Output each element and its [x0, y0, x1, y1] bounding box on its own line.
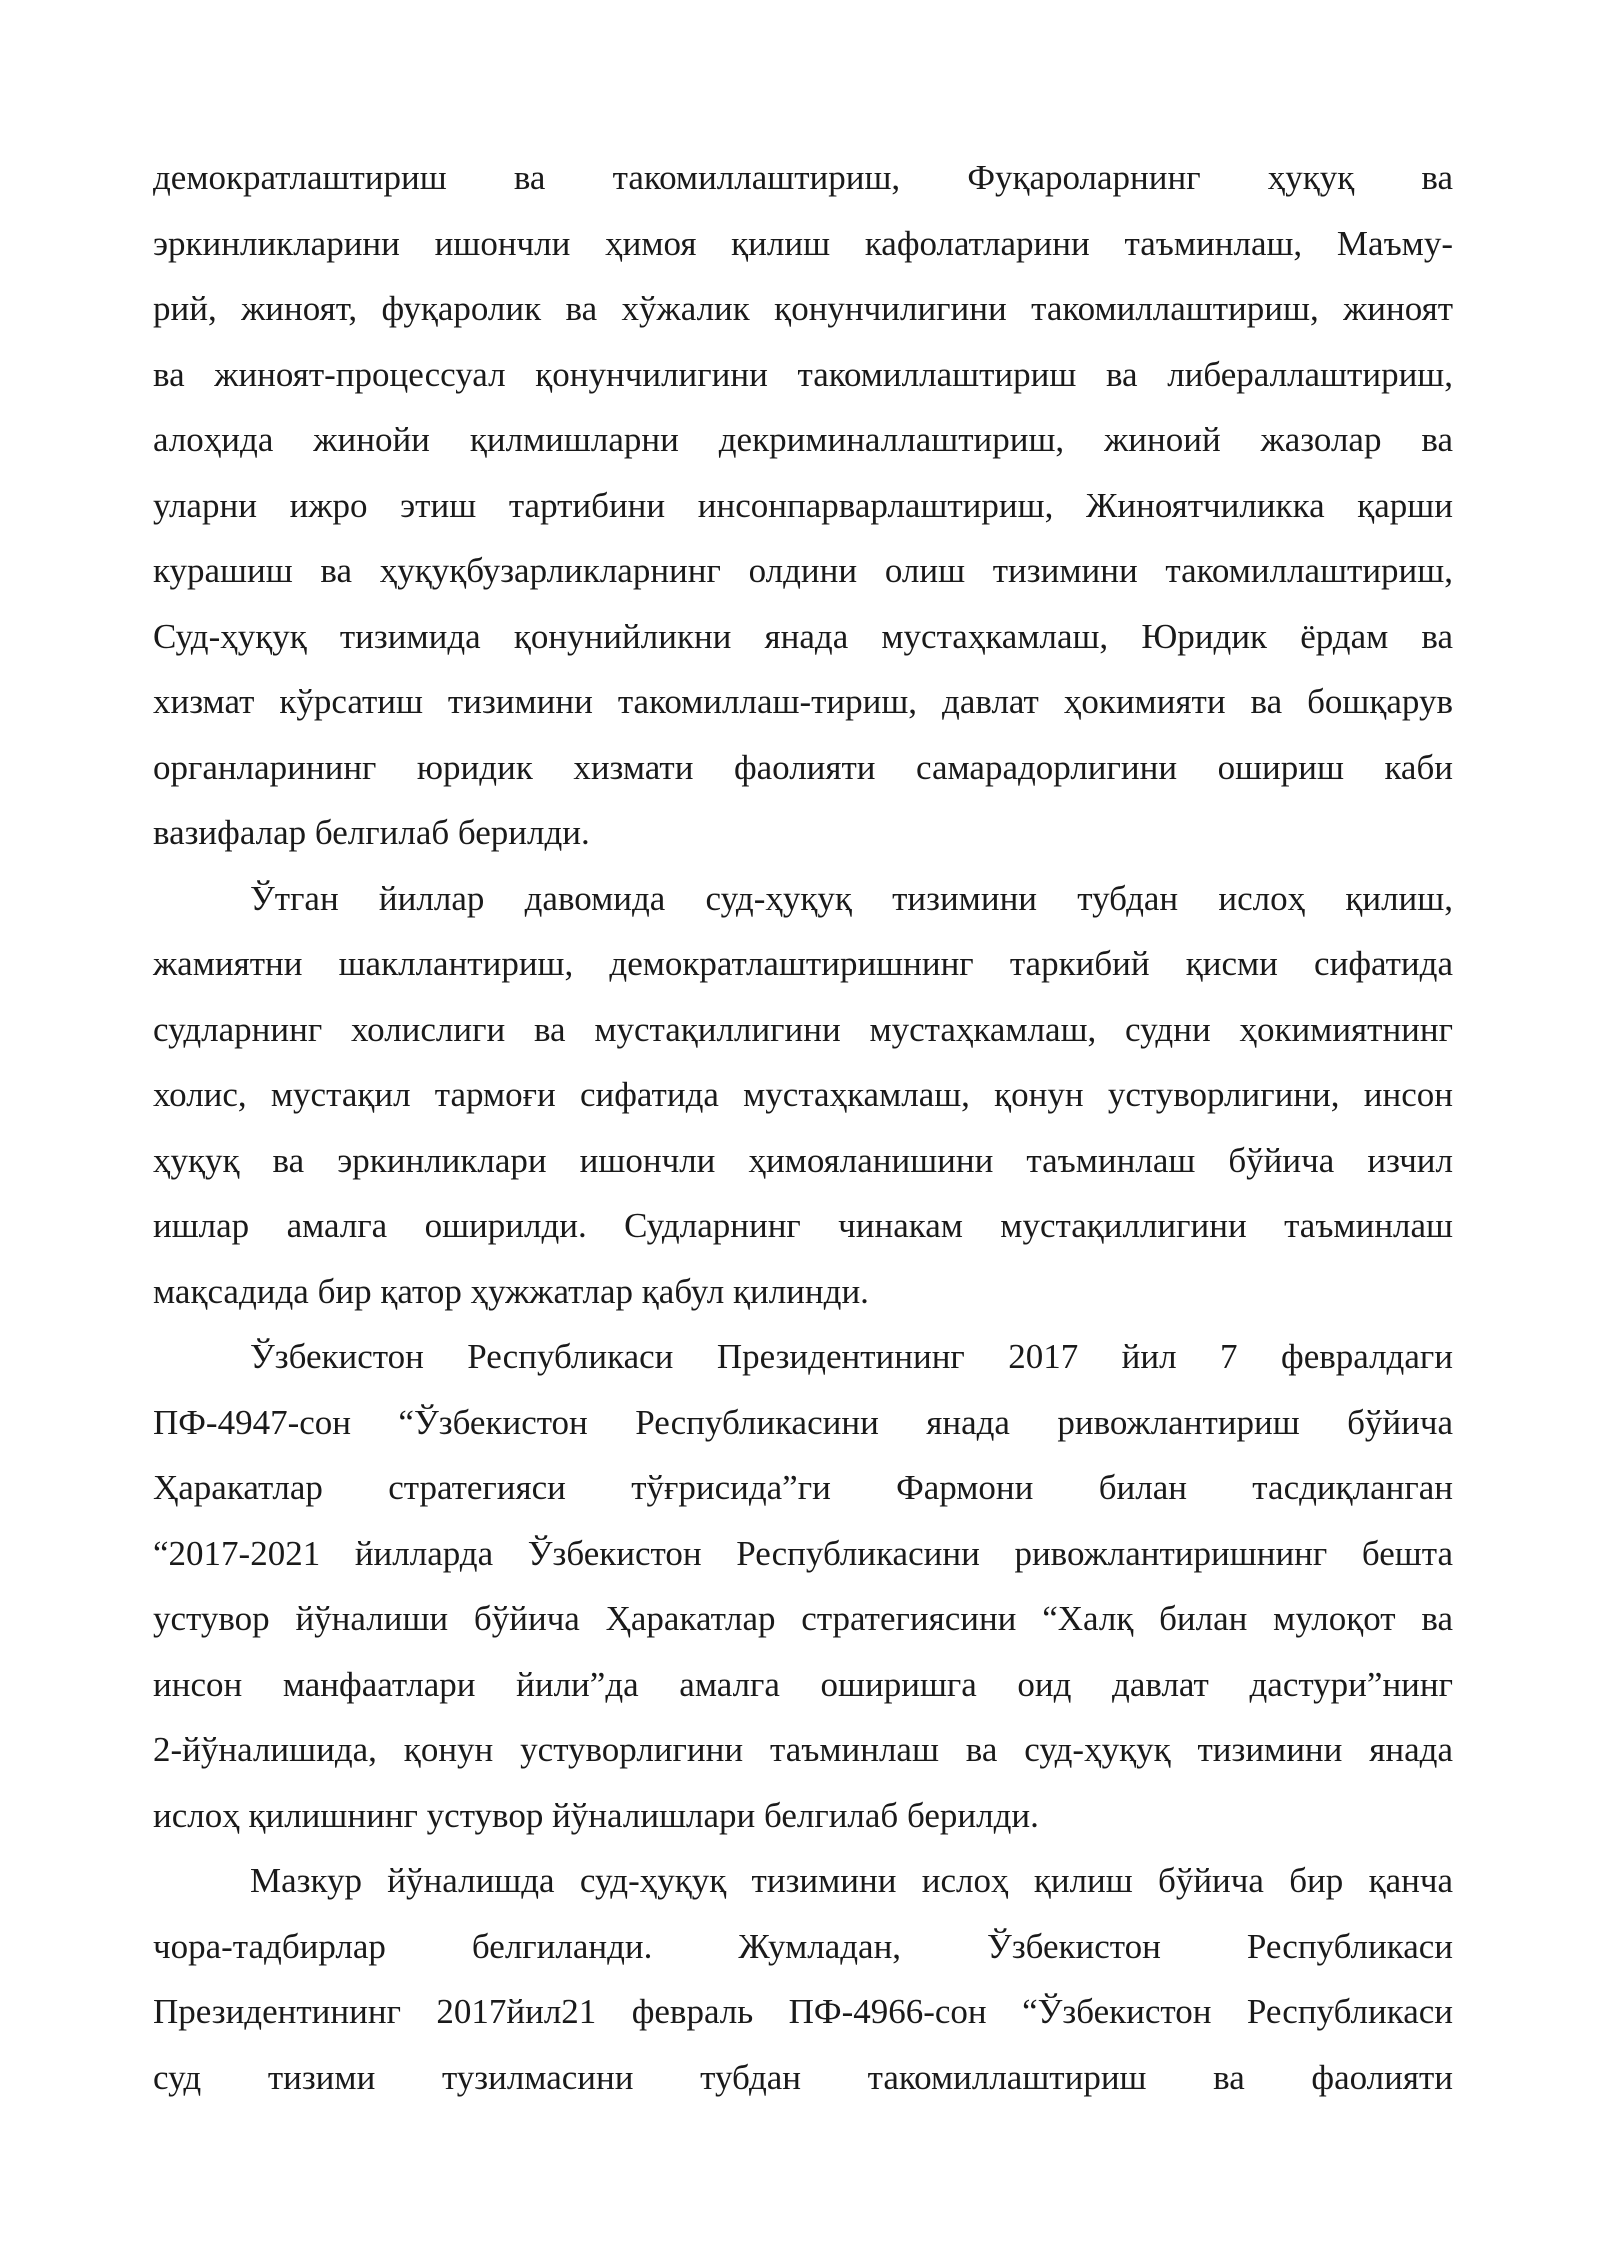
text-line: 2-йўналишида, қонун устуворлигини таъминлаш ва суд-ҳуқуқ тизимини янада [153, 1730, 1453, 1769]
text-line: эркинликларини ишончли ҳимоя қилиш кафолатларини таъминлаш, Маъму- [153, 223, 1453, 263]
text-line: Суд-ҳуқуқ тизимида қонунийликни янада мустаҳкамлаш, Юридик ёрдам ва [153, 616, 1453, 656]
text-line: “2017-2021 йилларда Ўзбекистон Республикасини ривожлантиришнинг бешта [153, 1533, 1453, 1573]
text-line: алоҳида жинойи қилмишларни декриминаллаштириш, жиноий жазолар ва [153, 420, 1453, 459]
text-line: ҳуқуқ ва эркинликлари ишончли ҳимояланишини таъминлаш бўйича изчил [153, 1140, 1453, 1180]
text-line: Ҳаракатлар стратегияси тўғрисида”ги Фармони билан тасдиқланган [153, 1468, 1453, 1507]
text-line: чора-тадбирлар белгиланди. Жумладан, Ўзбекистон Республикаси [153, 1926, 1453, 1966]
text-line: жамиятни шакллантириш, демократлаштиришнинг таркибий қисми сифатида [153, 944, 1453, 983]
text-line: холис, мустақил тармоғи сифатида мустаҳкамлаш, қонун устуворлигини, инсон [153, 1075, 1453, 1114]
text-line: Президентининг 2017йил21 февраль ПФ-4966-сон “Ўзбекистон Республикаси [153, 1992, 1453, 2031]
paragraph-2 [153, 866, 1453, 1325]
text-line: ислоҳ қилишнинг устувор йўналишлари белгилаб берилди. [153, 1795, 1039, 1835]
text-line: устувор йўналиши бўйича Ҳаракатлар стратегиясини “Халқ билан мулоқот ва [153, 1599, 1453, 1638]
text-line: ва жиноят-процессуал қонунчилигини такомиллаштириш ва либераллаштириш, [153, 354, 1453, 394]
text-line: Ўтган йиллар давомида суд-ҳуқуқ тизимини тубдан ислоҳ қилиш, [250, 878, 1453, 918]
text-line: уларни ижро этиш тартибини инсонпарварлаштириш, Жиноятчиликка қарши [153, 485, 1453, 525]
text-line: вазифалар белгилаб берилди. [153, 813, 590, 852]
text-line: хизмат кўрсатиш тизимини такомиллаш-тириш, давлат ҳокимияти ва бошқарув [153, 682, 1453, 721]
paragraph-1 [153, 145, 1453, 866]
text-line: суд тизими тузилмасини тубдан такомиллаштириш ва фаолияти [153, 2057, 1453, 2097]
text-line: рий, жиноят, фуқаролик ва хўжалик қонунчилигини такомиллаштириш, жиноят [153, 289, 1453, 328]
text-line: мақсадида бир қатор ҳужжатлар қабул қилинди. [153, 1271, 869, 1311]
text-line: ПФ-4947-сон “Ўзбекистон Республикасини янада ривожлантириш бўйича [153, 1402, 1453, 1442]
text-line: демократлаштириш ва такомиллаштириш, Фуқароларнинг ҳуқуқ ва [153, 158, 1453, 197]
text-line: судларнинг холислиги ва мустақиллигини мустаҳкамлаш, судни ҳокимиятнинг [153, 1009, 1453, 1049]
text-line: инсон манфаатлари йили”да амалга оширишга оид давлат дастури”нинг [153, 1664, 1453, 1704]
text-line: Ўзбекистон Республикаси Президентининг 2017 йил 7 февралдаги [250, 1337, 1453, 1376]
text-line: органларининг юридик хизмати фаолияти самарадорлигини ошириш каби [153, 747, 1453, 787]
text-line: ишлар амалга оширилди. Судларнинг чинакам мустақиллигини таъминлаш [153, 1206, 1453, 1245]
text-line: Мазкур йўналишда суд-ҳуқуқ тизимини ислоҳ қилиш бўйича бир қанча [250, 1861, 1453, 1900]
document-body [153, 145, 1453, 2110]
paragraph-3 [153, 1324, 1453, 1848]
text-line: курашиш ва ҳуқуқбузарликларнинг олдини олиш тизимини такомиллаштириш, [153, 551, 1453, 590]
paragraph-4 [153, 1848, 1453, 2110]
